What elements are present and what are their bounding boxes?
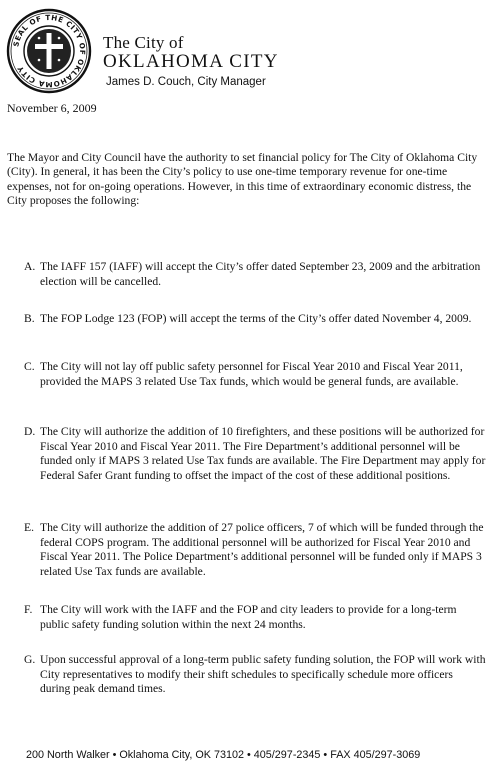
city-seal-logo bbox=[6, 8, 92, 94]
list-item-e bbox=[24, 521, 486, 579]
footer-address: 200 North Walker • Oklahoma City, OK 73102 • 405/297-2345 • FAX 405/297-3069 bbox=[26, 749, 421, 761]
list-item-f bbox=[24, 603, 486, 632]
item-text: The City will work with the IAFF and the FOP and city leaders to provide for a long-term public safety funding solution within the next 24 months. bbox=[40, 603, 457, 631]
item-letter: G. bbox=[24, 653, 36, 666]
list-item-g bbox=[24, 653, 486, 697]
item-letter: B. bbox=[24, 312, 35, 325]
intro-paragraph: The Mayor and City Council have the authority to set financial policy for The City of Oklahoma City (City). In general, it has been the City’s policy to use one-time temporary revenue for one-time expenses, not for on-going operations. However, in this time of extraordinary economic distress, the City proposes the following: bbox=[7, 151, 478, 207]
item-text: The City will authorize the addition of 10 firefighters, and these positions will be authorized for Fiscal Year 2010 and Fiscal Year 2011. The Fire Department’s additional personnel will be funded only if MAPS 3 related Use Tax funds are available. The Fire Department may apply for Federal Safer Grant funding to offset the impact of the cost of these additional positions. bbox=[40, 425, 486, 482]
item-text: The City will not lay off public safety personnel for Fiscal Year 2010 and Fiscal Year 2011, provided the MAPS 3 related Use Tax funds, which would be general funds, are available. bbox=[40, 360, 463, 388]
item-letter: C. bbox=[24, 360, 35, 373]
list-item-a bbox=[24, 260, 486, 289]
item-text: The IAFF 157 (IAFF) will accept the City’s offer dated September 23, 2009 and the arbitration election will be cancelled. bbox=[40, 260, 481, 288]
list-item-c bbox=[24, 360, 486, 389]
svg-text:SEAL OF THE CITY OF OKLAHOMA C: SEAL OF THE CITY OF OKLAHOMA CITY bbox=[11, 12, 88, 90]
letterhead-city-line1: The City of bbox=[103, 33, 184, 52]
item-letter: F. bbox=[24, 603, 33, 616]
letterhead-manager: James D. Couch, City Manager bbox=[106, 76, 266, 88]
item-text: The City will authorize the addition of 27 police officers, 7 of which will be funded through the federal COPS program. The additional personnel will be authorized for Fiscal Year 2010 and Fiscal Year 2011. The Police Department’s additional personnel will be funded only if MAPS 3 related Use Tax funds are available. bbox=[40, 521, 484, 578]
item-letter: A. bbox=[24, 260, 36, 273]
item-letter: E. bbox=[24, 521, 34, 534]
item-text: The FOP Lodge 123 (FOP) will accept the terms of the City’s offer dated November 4, 2009. bbox=[40, 312, 472, 325]
list-item-d bbox=[24, 425, 486, 483]
letterhead-city-name: OKLAHOMA CITY bbox=[103, 51, 279, 72]
item-text: Upon successful approval of a long-term public safety funding solution, the FOP will work with City representatives to modify their shift schedules to specifically schedule more officers during peak demand times. bbox=[40, 653, 486, 696]
item-letter: D. bbox=[24, 425, 36, 438]
list-item-b bbox=[24, 312, 486, 327]
seal-icon bbox=[6, 8, 92, 94]
letter-date: November 6, 2009 bbox=[7, 101, 97, 115]
